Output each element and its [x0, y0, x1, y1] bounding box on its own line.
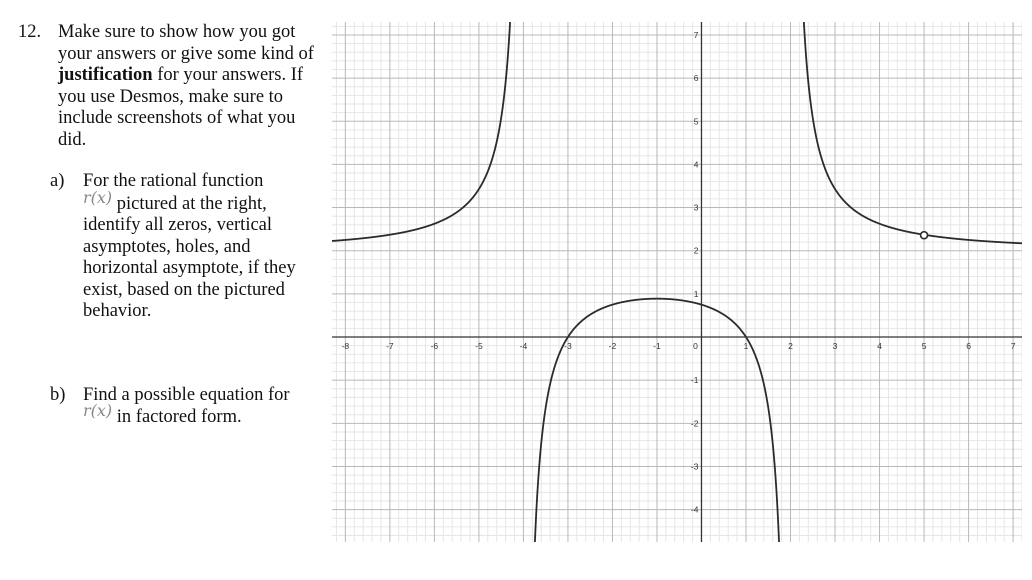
hole-marker — [921, 232, 928, 239]
part-b-text-start: Find a possible equation for — [83, 384, 290, 405]
function-graph — [332, 22, 1022, 542]
y-tick-label: 2 — [693, 245, 699, 256]
x-tick-label: -5 — [475, 341, 483, 352]
part-b-label: b) — [50, 384, 66, 405]
part-b-text-end: in factored form. — [112, 407, 242, 427]
tick-labels — [342, 30, 1016, 515]
x-tick-label: 3 — [832, 341, 838, 352]
y-tick-label: -4 — [690, 504, 699, 515]
x-tick-label: 2 — [788, 341, 793, 352]
part-a — [50, 171, 323, 323]
x-tick-label: 6 — [966, 341, 971, 352]
y-tick-label: 5 — [693, 116, 699, 127]
y-tick-label: 7 — [693, 29, 699, 40]
part-a-text-end: pictured at the right, identify all zeros, vertical asymptotes, holes, and horizontal asymptote, if they exist, based on the pictured behavior. — [83, 193, 296, 321]
function-curve — [332, 22, 1022, 542]
part-a-text-start: For the rational function — [83, 171, 264, 191]
problem-intro — [18, 22, 323, 151]
x-tick-label: -6 — [430, 341, 439, 352]
axes — [332, 22, 1022, 542]
graph-canvas — [332, 22, 1022, 542]
intro-text-end: for your answers. If you use Desmos, make sure to include screenshots of what you did. — [58, 65, 304, 150]
y-tick-label: 1 — [693, 288, 699, 299]
x-tick-label: -4 — [519, 341, 528, 352]
major-grid — [332, 22, 1022, 542]
part-b — [50, 385, 323, 429]
y-tick-label: -1 — [690, 375, 699, 386]
minor-grid — [332, 22, 1022, 542]
justification-emphasis: justification — [58, 65, 153, 85]
x-tick-label: 5 — [921, 341, 927, 352]
y-tick-label: -3 — [690, 461, 699, 472]
x-tick-label: 4 — [877, 341, 882, 352]
problem-intro-text — [58, 22, 323, 151]
x-tick-label: 7 — [1010, 341, 1016, 352]
x-tick-label: -7 — [386, 341, 394, 352]
y-tick-label: 4 — [693, 159, 699, 170]
part-a-label: a) — [50, 171, 65, 191]
x-tick-label: -8 — [341, 341, 350, 352]
x-tick-label: -2 — [608, 341, 617, 352]
part-b-text — [83, 385, 323, 429]
curve-branch — [332, 22, 511, 241]
x-tick-label: -1 — [653, 341, 661, 352]
problem-number: 12. — [18, 22, 42, 42]
y-tick-label: -2 — [690, 418, 699, 429]
function-name-r-of-x: r(x) — [83, 187, 113, 207]
x-tick-label: 1 — [743, 341, 749, 352]
x-tick-label: -3 — [564, 341, 572, 352]
y-tick-label: 3 — [693, 202, 699, 213]
intro-text-start: Make sure to show how you got your answers or give some kind of — [58, 22, 314, 64]
function-name-r-of-x: r(x) — [83, 401, 113, 420]
problem-12 — [18, 22, 323, 429]
x-tick-label: 0 — [693, 341, 698, 352]
y-tick-label: 6 — [693, 73, 699, 84]
curve-branch — [803, 22, 1022, 243]
part-a-text — [83, 171, 323, 323]
graph-markers — [921, 232, 928, 239]
